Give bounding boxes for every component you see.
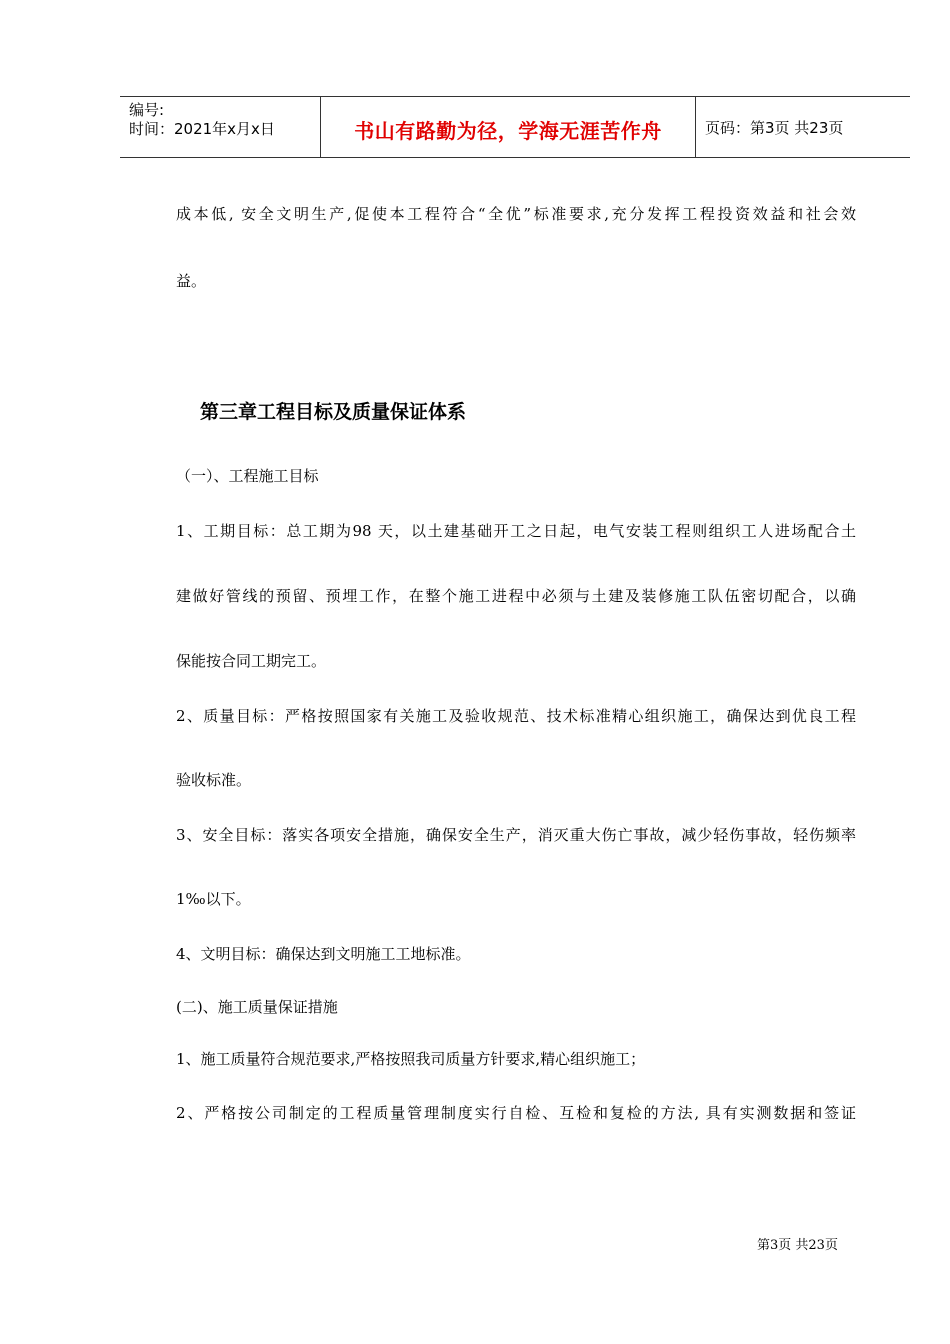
chapter-title: 第三章工程目标及质量保证体系 bbox=[200, 401, 467, 423]
goal-1-line-2: 建做好管线的预留、预埋工作，在整个施工进程中必须与土建及装修施工队伍密切配合，以确 bbox=[176, 587, 856, 605]
goal-2-line-1: 2、质量目标：严格按照国家有关施工及验收规范、技术标准精心组织施工，确保达到优良工程 bbox=[176, 707, 856, 725]
measure-2-line-1: 2、严格按公司制定的工程质量管理制度实行自检、互检和复检的方法, 具有实测数据和签证 bbox=[176, 1104, 856, 1122]
goal-1-line-1: 1、工期目标：总工期为98 天，以土建基础开工之日起，电气安装工程则组织工人进场配合土 bbox=[176, 522, 856, 540]
header-motto: 书山有路勤为径，学海无涯苦作舟 bbox=[354, 119, 662, 143]
document-code-label: 编号: bbox=[129, 101, 165, 119]
header-left-cell bbox=[120, 97, 320, 157]
measure-1: 1、施工质量符合规范要求,严格按照我司质量方针要求,精心组织施工； bbox=[176, 1050, 646, 1068]
intro-paragraph-line-2: 益。 bbox=[176, 272, 207, 290]
intro-paragraph-line-1: 成本低, 安全文明生产,促使本工程符合“全优”标准要求,充分发挥工程投资效益和社会效 bbox=[176, 205, 856, 223]
document-time-label: 时间：2021年x月x日 bbox=[129, 120, 275, 138]
header-right-cell bbox=[695, 97, 910, 157]
footer-page-number: 第3页 共23页 bbox=[757, 1238, 838, 1253]
goal-2-line-2: 验收标准。 bbox=[176, 771, 252, 789]
goal-1-line-3: 保能按合同工期完工。 bbox=[176, 652, 327, 670]
header-middle-cell bbox=[320, 97, 696, 157]
goal-4: 4、文明目标：确保达到文明施工工地标准。 bbox=[176, 945, 471, 963]
document-header bbox=[120, 96, 910, 158]
goal-3-line-1: 3、安全目标：落实各项安全措施，确保安全生产，消灭重大伤亡事故，减少轻伤事故，轻伤频率 bbox=[176, 826, 856, 844]
header-page-info: 页码：第3页 共23页 bbox=[705, 119, 844, 137]
section-2-title: (二)、施工质量保证措施 bbox=[176, 998, 338, 1016]
goal-3-line-2: 1‰以下。 bbox=[176, 890, 251, 908]
section-1-title: （一）、工程施工目标 bbox=[176, 467, 319, 485]
